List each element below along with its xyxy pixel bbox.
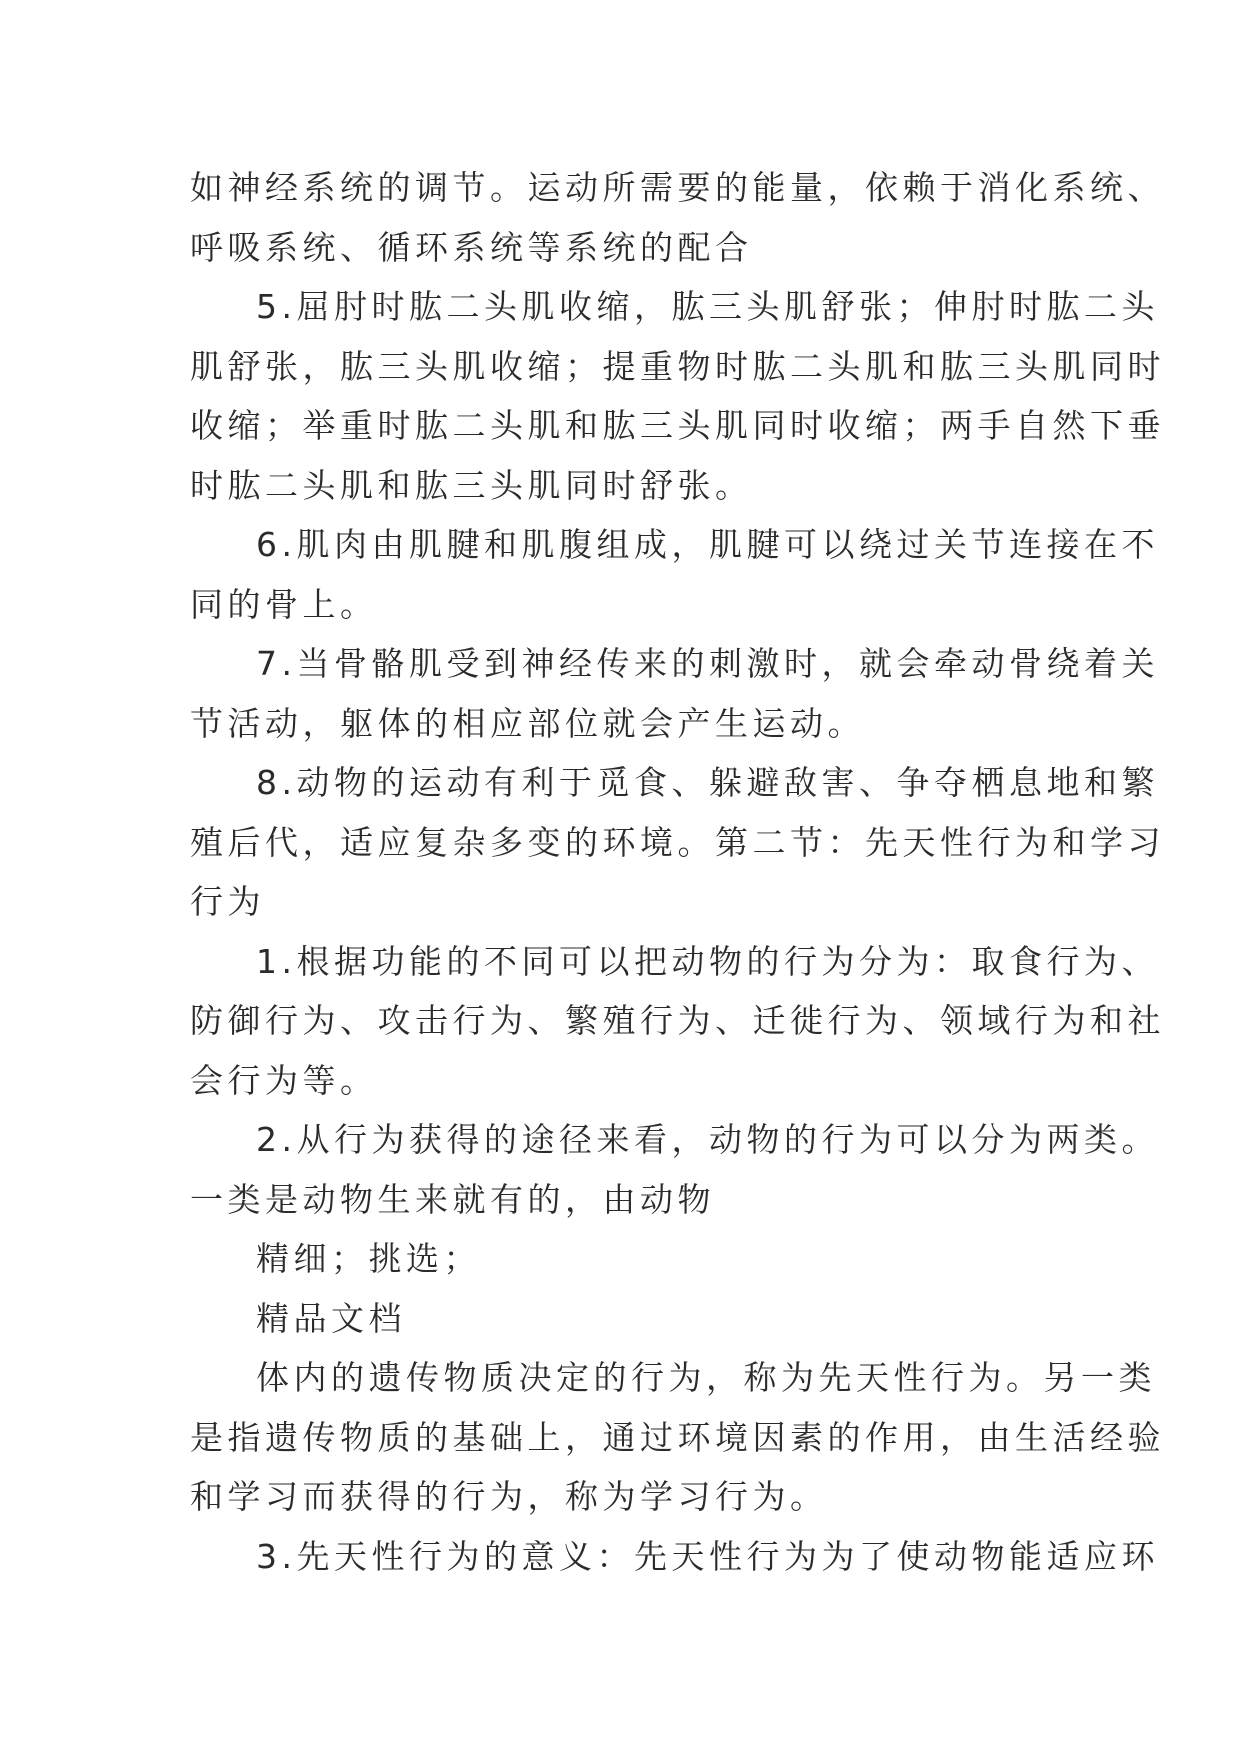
text-line: 精细；挑选； [256, 1239, 481, 1278]
text-line: 精品文档 [256, 1298, 406, 1338]
text-line: 收缩；举重时肱二头肌和肱三头肌同时收缩；两手自然下垂 [190, 406, 1165, 445]
text-line: 呼吸系统、循环系统等系统的配合 [190, 227, 753, 267]
text-line: 是指遗传物质的基础上，通过环境因素的作用，由生活经验 [190, 1417, 1165, 1457]
text-line: 7.当骨骼肌受到神经传来的刺激时，就会牵动骨绕着关 [256, 644, 1159, 683]
text-line: 6.肌肉由肌腱和肌腹组成，肌腱可以绕过关节连接在不 [256, 525, 1159, 564]
text-line: 时肱二头肌和肱三头肌同时舒张。 [190, 465, 753, 505]
text-line: 2.从行为获得的途径来看，动物的行为可以分为两类。 [256, 1120, 1159, 1159]
text-line: 8.动物的运动有利于觅食、躲避敌害、争夺栖息地和繁 [256, 763, 1159, 802]
text-line: 行为 [190, 882, 265, 921]
text-line: 1.根据功能的不同可以把动物的行为分为：取食行为、 [256, 941, 1159, 981]
text-line: 如神经系统的调节。运动所需要的能量，依赖于消化系统、 [190, 168, 1165, 207]
text-line: 会行为等。 [190, 1060, 378, 1100]
text-line: 一类是动物生来就有的，由动物 [190, 1179, 715, 1219]
text-line: 5.屈肘时肱二头肌收缩，肱三头肌舒张；伸肘时肱二头 [256, 287, 1159, 326]
text-line: 肌舒张，肱三头肌收缩；提重物时肱二头肌和肱三头肌同时 [190, 346, 1165, 386]
text-line: 同的骨上。 [190, 584, 378, 624]
text-line: 殖后代，适应复杂多变的环境。第二节：先天性行为和学习 [190, 822, 1165, 862]
text-line: 和学习而获得的行为，称为学习行为。 [190, 1477, 828, 1516]
text-line: 防御行为、攻击行为、繁殖行为、迁徙行为、领域行为和社 [190, 1001, 1165, 1040]
document-body [190, 158, 1165, 1586]
text-line: 节活动，躯体的相应部位就会产生运动。 [190, 703, 865, 743]
text-line: 3.先天性行为的意义：先天性行为为了使动物能适应环 [256, 1536, 1159, 1576]
text-line: 体内的遗传物质决定的行为，称为先天性行为。另一类 [256, 1358, 1156, 1397]
